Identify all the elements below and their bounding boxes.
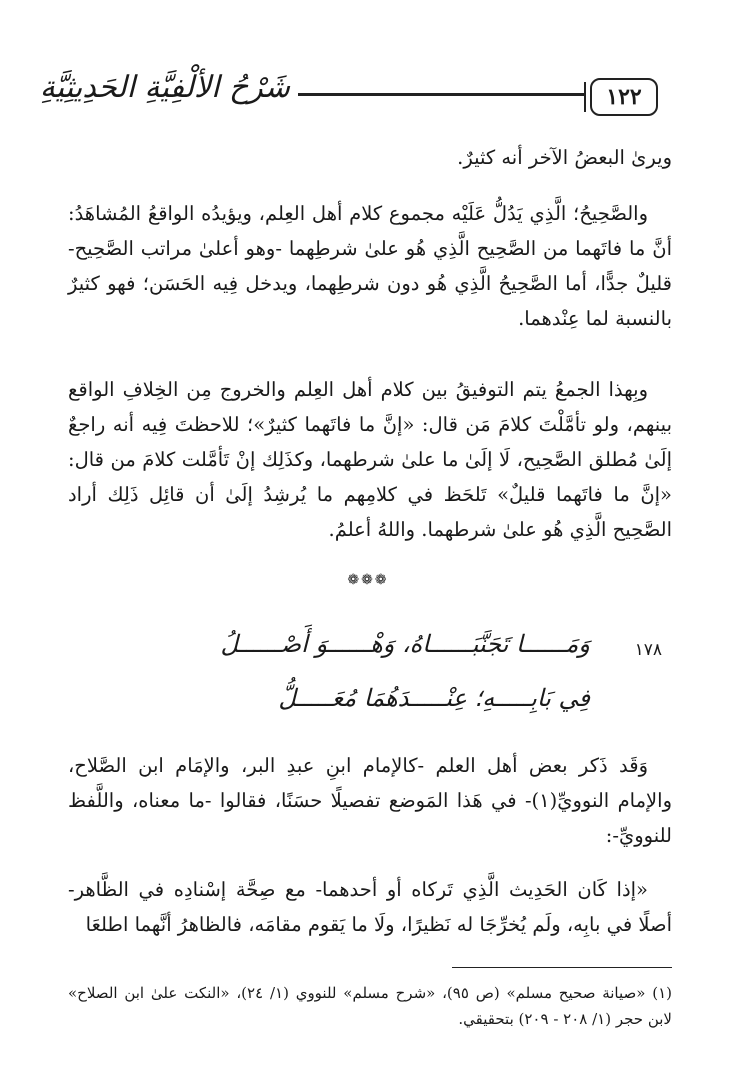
paragraph-3 xyxy=(68,372,672,547)
book-title: شَرْحُ الألْفِيَّةِ الحَدِيثِيَّةِ xyxy=(39,70,290,105)
page-header xyxy=(0,0,736,130)
footnote: (١) «صيانة صحيح مسلم» (ص ٩٥)، «شرح مسلم» للنووي (١/ ٢٤)، «النكت علىٰ ابن الصلاح» لابن حجر (١/ ٢٠٨ - ٢٠٩) بتحقيقي. xyxy=(68,984,672,1028)
paragraph-2 xyxy=(68,196,672,336)
paragraph-2-text: والصَّحِيحُ؛ الَّذِي يَدُلُّ عَلَيْه مجموع كلام أهل العِلم، ويؤيدُه الواقعُ المُشاهَدُ: أنَّ ما فاتَهما من الصَّحِيح الَّذِي هُو علىٰ شرطِهما -وهو أعلىٰ مراتب الصَّحِيح- قليلٌ جدًّا، أما الصَّحِيحُ الَّذِي هُو دون شرطِهما، ويدخل فِيه الحَسَن؛ فهو كثيرٌ بالنسبة لما عِنْدهما. xyxy=(68,202,672,330)
page-number: ١٢٢ xyxy=(590,78,658,116)
header-rule xyxy=(298,93,586,96)
paragraph-4 xyxy=(68,748,672,853)
paragraph-5-text: «إذا كَان الحَدِيث الَّذِي تَركاه أو أحدهما- مع صِحَّة إسْنادِه في الظَّاهر- أصلًا في بابِه، ولَم يُخرِّجَا له نَظيرًا، ولَا ما يَقوم مقامَه، فالظاهرُ أنَّهما اطلعَا xyxy=(68,878,672,936)
paragraph-1-text: ويرىٰ البعضُ الآخر أنه كثيرٌ. xyxy=(457,146,672,169)
paragraph-1 xyxy=(68,140,672,175)
section-ornament: ❁❁❁ xyxy=(347,572,389,588)
verse-line-1: وَمَــــــا تَجَنَّبَــــــاهُ، وَهْــــــوَ أَصْــــــلُ xyxy=(220,630,590,658)
verse-line-2: فِي بَابِـــــهِ؛ عِنْـــــدَهُمَا مُعَـــــلُّ xyxy=(278,684,590,712)
footnote-rule xyxy=(452,967,672,968)
paragraph-4-text: وَقَد ذَكر بعض أهل العلم -كالإمام ابنِ عبدِ البر، والإمَام ابن الصَّلاح، والإمام النوويِّ(١)- في هَذا المَوضع تفصيلًا حسَنًا، فقالوا -ما معناه، واللَّفظ للنوويِّ-: xyxy=(68,754,672,847)
paragraph-5 xyxy=(68,872,672,942)
verse-number: ١٧٨ xyxy=(634,640,662,660)
paragraph-3-text: وبِهذا الجمعُ يتم التوفيقُ بين كلام أهل العِلم والخروج مِن الخِلافِ الواقع بينهم، ولو تأمَّلْتَ كلامَ مَن قال: «إنَّ ما فاتَهما كثيرٌ»؛ للاحظتَ فِيه أنه راجعٌ إلَىٰ مُطلق الصَّحِيح، لَا إلَىٰ ما علىٰ شرطهما، وكذَلِك إنْ تَأمَّلت كلامَ من قال: «إنَّ ما فاتَهما قليلٌ» تَلحَظ في كلامِهم ما يُرشِدُ إلَىٰ أن قائِل ذَلِك أراد الصَّحِيح الَّذِي هُو علىٰ شرطهما. واللهُ أعلمُ. xyxy=(68,378,672,541)
